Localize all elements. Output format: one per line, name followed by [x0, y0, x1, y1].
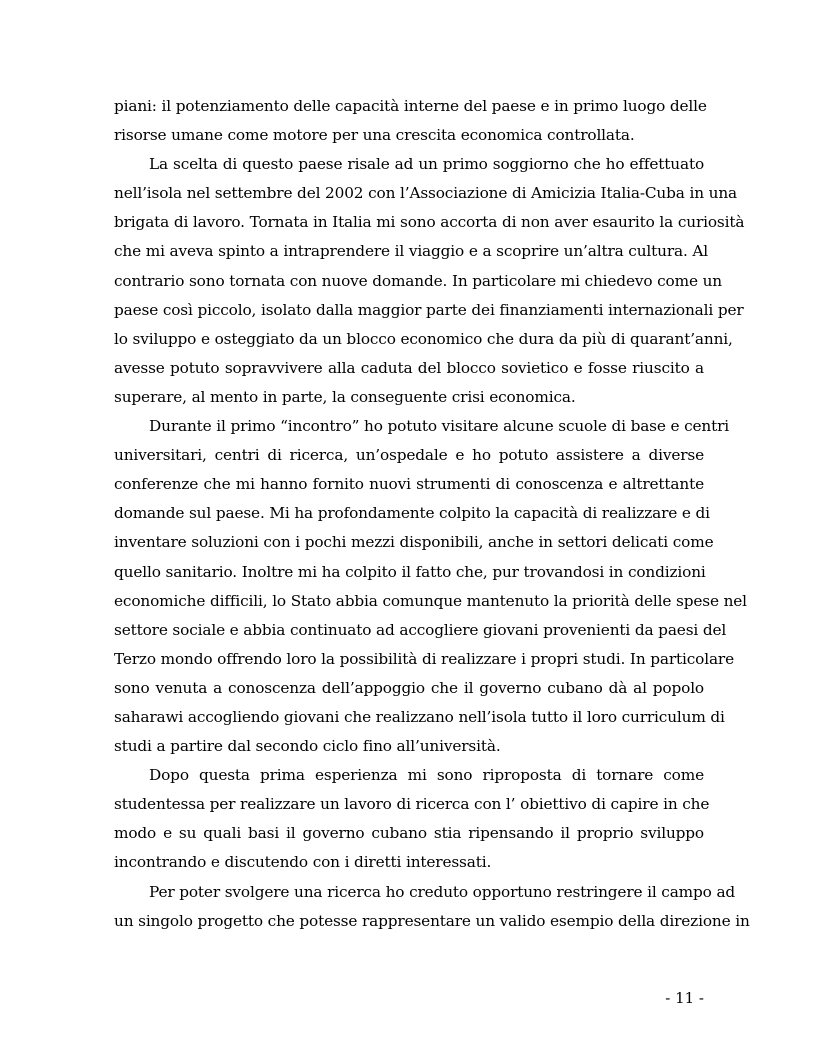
text-line: economiche difficili, lo Stato abbia comunque mantenuto la priorità delle spese nel	[114, 591, 747, 610]
paragraph	[114, 150, 745, 412]
text-line: modo e su quali basi il governo cubano stia ripensando il proprio sviluppo	[114, 824, 704, 843]
text-line: contrario sono tornata con nuove domande. In particolare mi chiedevo come un	[114, 271, 722, 290]
text-line: universitari, centri di ricerca, un’ospedale e ho potuto assistere a diverse	[114, 446, 704, 465]
text-line: domande sul paese. Mi ha profondamente colpito la capacità di realizzare e di	[114, 504, 710, 523]
text-line: Terzo mondo offrendo loro la possibilità di realizzare i propri studi. In particolare	[114, 649, 735, 668]
text-line: incontrando e discutendo con i diretti interessati.	[114, 853, 492, 872]
text-line: superare, al mento in parte, la conseguente crisi economica.	[114, 387, 576, 406]
text-line: conferenze che mi hanno fornito nuovi strumenti di conoscenza e altrettante	[114, 475, 704, 494]
text-line: paese così piccolo, isolato dalla maggior parte dei finanziamenti internazionali per	[114, 300, 744, 319]
text-line: Dopo questa prima esperienza mi sono riproposta di tornare come	[149, 766, 704, 785]
paragraph	[114, 761, 710, 877]
text-line: studentessa per realizzare un lavoro di ricerca con l’ obiettivo di capire in che	[114, 795, 710, 814]
text-line: un singolo progetto che potesse rappresentare un valido esempio della direzione in	[114, 911, 750, 930]
text-line: nell’isola nel settembre del 2002 con l’Associazione di Amicizia Italia-Cuba in una	[114, 184, 737, 203]
paragraph	[114, 412, 747, 761]
text-line: brigata di lavoro. Tornata in Italia mi sono accorta di non aver esaurito la curiosità	[114, 213, 745, 232]
text-line: risorse umane come motore per una crescita economica controllata.	[114, 126, 635, 145]
text-line: sono venuta a conoscenza dell’appoggio che il governo cubano dà al popolo	[114, 678, 704, 697]
text-line: Per poter svolgere una ricerca ho creduto opportuno restringere il campo ad	[149, 882, 736, 901]
text-line: La scelta di questo paese risale ad un primo soggiorno che ho effettuato	[149, 155, 704, 174]
text-line: studi a partire dal secondo ciclo fino all’università.	[114, 737, 501, 756]
text-line: che mi aveva spinto a intraprendere il viaggio e a scoprire un’altra cultura. Al	[114, 242, 709, 261]
text-line: saharawi accogliendo giovani che realizzano nell’isola tutto il loro curriculum di	[114, 707, 725, 726]
text-line: avesse potuto sopravvivere alla caduta del blocco sovietico e fosse riuscito a	[114, 358, 704, 377]
text-line: settore sociale e abbia continuato ad accogliere giovani provenienti da paesi del	[114, 620, 727, 639]
paragraph	[114, 92, 707, 150]
page-number: - 11 -	[665, 989, 704, 1007]
text-line: piani: il potenziamento delle capacità interne del paese e in primo luogo delle	[114, 97, 707, 115]
body-text	[114, 92, 750, 936]
text-line: quello sanitario. Inoltre mi ha colpito il fatto che, pur trovandosi in condizioni	[114, 562, 706, 581]
text-line: lo sviluppo e osteggiato da un blocco economico che dura da più di quarant’anni,	[114, 329, 733, 348]
text-line: Durante il primo “incontro” ho potuto visitare alcune scuole di base e centri	[149, 417, 730, 436]
text-line: inventare soluzioni con i pochi mezzi disponibili, anche in settori delicati come	[114, 533, 714, 552]
paragraph	[114, 878, 750, 936]
